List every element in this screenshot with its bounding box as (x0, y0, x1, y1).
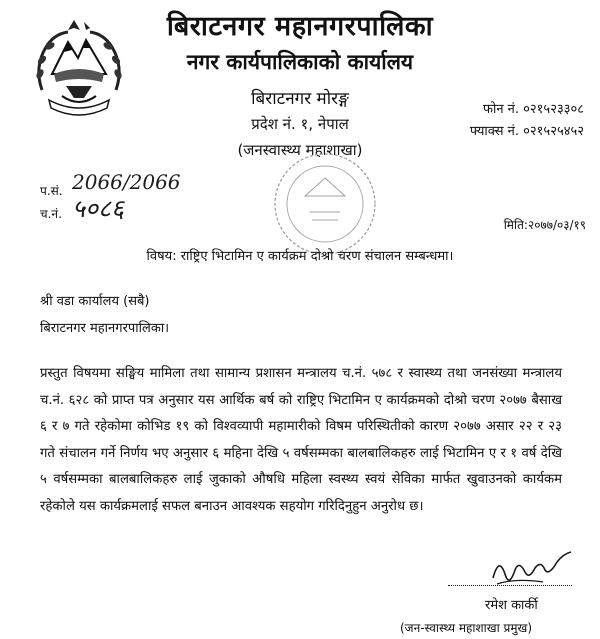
cn-value: ५०८६ (72, 194, 125, 223)
phone-number: फोन नं. ०२१५२३३०८ (482, 102, 584, 117)
handwritten-signature-icon (485, 548, 575, 596)
letter-body: प्रस्तुत विषयमा सङ्घिय मामिला तथा सामान्य प्रशासन मन्त्रालय च.नं. ५७८ र स्वास्थ्य तथा जनसंख्या मन्त्रालय च.नं. ६२८ को प्राप्त पत्र अनुसार यस आर्थिक बर्ष को राष्ट्रिए भिटामिन ए कार्यक्रमको दोश्रो चरण २०७७ बैसाख ६ र ७ गते रहेकोमा कोभिड १९ को विश्वव्यापी महामारीको विषम परिस्थितीको कारण २०७७ असार २२ र २३ गते संचालन गर्ने निर्णय भए अनुसार ६ महिना देखि ५ वर्षसम्मका बालबालिकहरु लाई भिटामिन ए र १ वर्ष देखि ५ वर्षसम्मका बालबालिकहरु लाई जुकाको औषधि महिला स्वस्थ्य स्वयं सेविका मार्फत खुवाउनको कार्यकम रहेकोले यस कार्यक्रमलाई सफल बनाउन आवश्यक सहयोग गरिदिनुहुन अनुरोध छ। (40, 366, 562, 514)
ps-label: प.सं. (40, 184, 63, 198)
office-province: प्रदेश नं. १, नेपाल (251, 115, 349, 133)
office-division: (जनस्वास्थ्य महाशाखा) (237, 141, 363, 159)
signer-name: रमेश कार्की (485, 598, 538, 613)
letter-date: मिति:२०७७/०३/१९ (503, 218, 586, 232)
ps-value: 2066/2066 (72, 170, 181, 194)
office-round-stamp-icon (270, 148, 380, 260)
municipality-name: बिराटनगर महानगरपालिका (166, 11, 434, 42)
recipient-line-1: श्री वडा कार्यालय (सबै) (40, 294, 150, 309)
recipient-line-2: बिराटनगर महानगरपालिका। (40, 321, 170, 336)
subject-line: विषय: राष्ट्रिए भिटामिन ए कार्यक्रम दोश्रो चरण संचालन सम्बन्धमा। (146, 249, 454, 264)
signer-title: (जन-स्वास्थ्य महाशाखा प्रमुख) (400, 621, 533, 635)
signature-line (448, 585, 572, 586)
fax-number: फ्याक्स नं. ०२१५२५४५२ (469, 124, 584, 139)
office-name: नगर कार्यपालिकाको कार्यालय (186, 50, 414, 74)
office-location: बिराटनगर मोरङ्ग (251, 89, 349, 109)
cn-label: च.नं. (40, 207, 62, 221)
